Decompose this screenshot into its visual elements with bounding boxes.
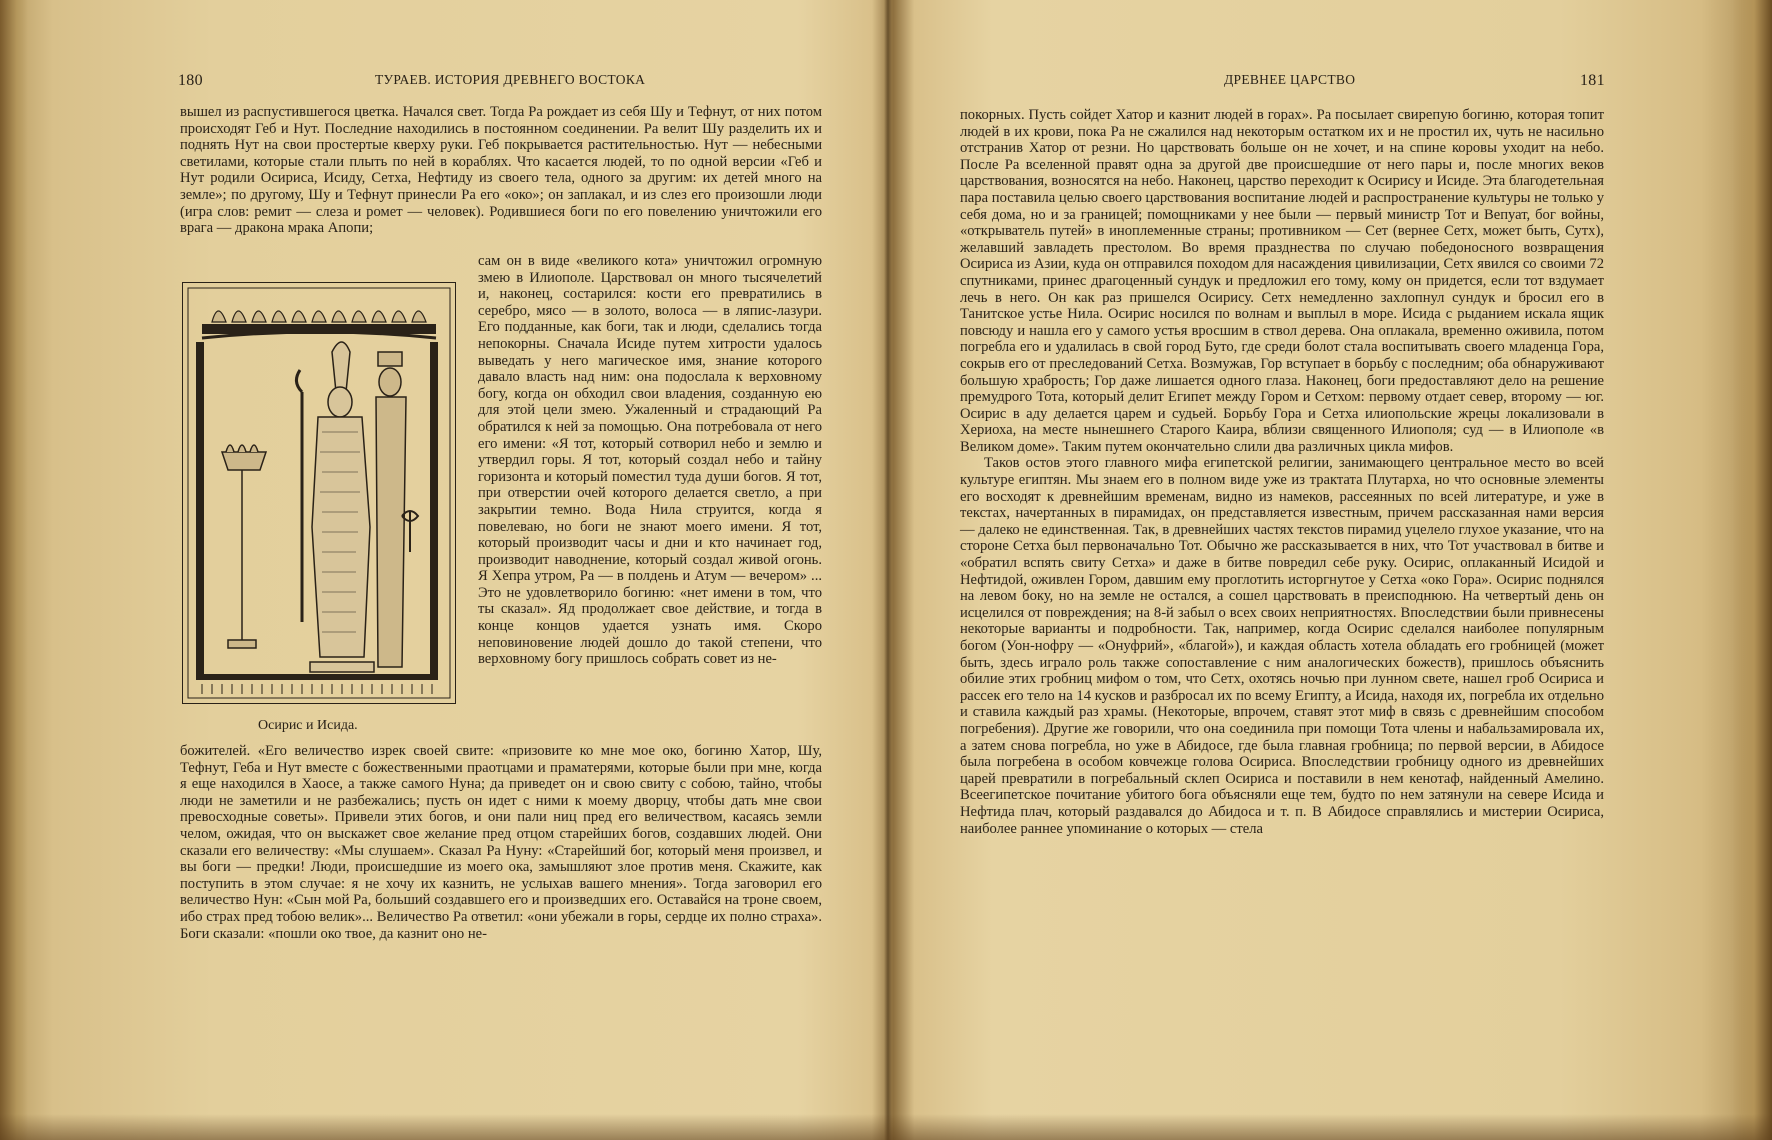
right-running-head: ДРЕВНЕЕ ЦАРСТВО	[1224, 72, 1356, 87]
left-page-edge	[0, 0, 28, 1140]
osiris-isis-engraving	[182, 282, 456, 704]
book-gutter	[884, 0, 892, 1140]
right-page-number: 181	[1580, 72, 1605, 89]
right-page-edge	[1732, 0, 1772, 1140]
right-paragraph-1: покорных. Пусть сойдет Хатор и казнит людей в горах». Ра посылает свирепую богиню, которая топит людей в их крови, пока Ра не сжалился над некоторым остатком их и не простил их, чуть не насильно отстранив Хатор от резни. Но царствовать больше он не хочет, и на спине коровы уходит на небо. После Ра вселенной правят одна за другой две происшедшие от него пары и, после многих веков царствования, возносятся на небо. Наконец, царство переходит к Осирису и Исиде. Эта благодетельная пара поставила целью своего царствования воспитание людей и распространение культуры не только у себя дома, но и за границей; помощниками у нее были — первый министр Тот и Вепуат, бог войны, «открыватель путей» в иноплеменные страны; противником — Сет (вернее Сетх, может быть, Сутх), желавший завладеть престолом. Во время празднества по случаю победоносного возвращения Осириса из Азии, куда он отправился походом для насаждения цивилизации, Сетх явился со своими 72 спутниками, принес драгоценный сундук и предложил его тому, кому он придется, если тот вздумает лечь в него. Он как раз пришелся Осирису. Сетх немедленно захлопнул сундук и бросил его в Танитское устье Нила. Осирис носился по волнам и выплыл в море. Исида с рыданием искала ящик повсюду и нашла его у самого устья вросшим в ствол дерева. Она оплакала, временно оживила, потом погребла его и удалилась в свой город Буто, где среди болот стала воспитывать своего младенца Гора, сокрыв его от преследований Сетха. Возмужав, Гор вступает в борьбу с последним; оба обнаруживают большую храбрость; Гор даже лишается одного глаза. Наконец, боги предоставляют дело на решение премудрого Тота, который делит Египет между Гором и Сетхом: первому отдает север, второму — юг. Осирис в аду делается царем и судьей. Борьбу Гора и Сетха илиопольские жрецы локализовали в Хериоха, на месте нынешнего Старого Каира, вблизи священного Илиополя; суд — в Илиополе «в Великом доме». Таким путем окончательно слили два различных цикла мифов.	[960, 107, 1604, 455]
bottom-shadow	[0, 1114, 1772, 1140]
osiris-isis-illustration	[182, 282, 456, 704]
left-running-head: ТУРАЕВ. ИСТОРИЯ ДРЕВНЕГО ВОСТОКА	[375, 72, 646, 87]
left-top-paragraph: вышел из распустившегося цветка. Начался свет. Тогда Ра рождает из себя Шу и Тефнут, от них потом происходят Геб и Нут. Последние находились в постоянном соединении. Ра велит Шу разделить их и поднять Нут на свои простертые кверху руки. Геб покрывается растительностью. Нут — небесными светилами, которые стали плыть по ней в кораблях. Что касается людей, то по одной версии «Геб и Нут родили Осириса, Исиду, Сетха, Нефтиду из своего тела, одного за другим: их детей много на земле»; по другому, Шу и Тефнут принесли Ра его «око»; он заплакал, и из слез его произошли люди (игра слов: ремит — слеза и ромет — человек). Родившиеся боги по его повелению уничтожили его врага — дракона мрака Апопи;	[180, 104, 822, 237]
right-page-text	[960, 107, 1604, 837]
left-side-paragraph: сам он в виде «великого кота» уничтожил огромную змею в Илиополе. Царствовал он много тысячелетий и, наконец, состарился: кости его превратились в серебро, мясо — в золото, волоса — в ляпис-лазури. Его подданные, как боги, так и люди, сделались тогда непокорны. Сначала Исиде путем хитрости удалось выведать у него магическое имя, знание которого давало власть над ним: она подослала к верховному богу, когда он обходил свои владения, созданную ею для этой цели змею. Ужаленный и страдающий Ра обратился к ней за помощью. Она потребовала от него его имени: «Я тот, который сотворил небо и землю и утвердил горы. Я тот, который создал небо и тайну горизонта и который поместил туда души богов. Я тот, при отверстии очей которого делается светло, а при закрытии темно. Вода Нила струится, когда я повелеваю, но боги не знают моего имени. Я тот, который производит часы и дни и кто начинает год, производит наводнение, который создал живой огонь. Я Хепра утром, Ра — в полдень и Атум — вечером» ... Это не удовлетворило богиню: «нет имени в том, что ты сказал». Яд продолжает свое действие, и тогда в конце концов удается узнать имя. Скоро неповиновение людей дошло до такой степени, что верховному богу пришлось собрать совет из не-	[478, 253, 822, 668]
right-paragraph-2: Таков остов этого главного мифа египетской религии, занимающего центральное место во всей культуре египтян. Мы знаем его в полном виде уже из трактата Плутарха, но что основные элементы его восходят к древнейшим временам, видно из намеков, рассеянных по всей литературе, и уже в текстах, начертанных в пирамидах, он представляется известным, причем рассказанная нами версия — далеко не единственная. Так, в древнейших частях текстов пирамид уцелело глухое указание, что на стороне Сетха был первоначально Тот. Обычно же рассказывается в них, что Тот участвовал в битве и «обратил вспять свиту Сетха» и даже в битве повредил себе руку. Осирис, оплаканный Исидой и Нефтидой, оживлен Гором, давшим ему проглотить исторгнутое у Сетха «око Гора». Осирис поднялся на левом боку, но на земле не остался, а сошел царствовать в преисподнюю. На четвертый день он исцелился от повреждения; на 8-й забыл о всех своих неприятностях. Впоследствии были привнесены некоторые варианты и подробности. Так, например, когда Осирис сделался наиболее популярным богом (Уон-нофру — «Онуфрий», «благой»), и каждая область хотела обладать его гробницей (может быть, здесь играло роль также сопоставление с ним аналогических божеств), пришлось объяснить обилие этих гробниц мифом о том, что Сетх, охотясь ночью при лунном свете, нашел гроб Осириса и рассек его тело на 14 кусков и разбросал их по всему Египту, а Исида, находя их, погребла их отдельно и ставила каждый раз храмы. (Некоторые, впрочем, ставят этот миф в связь с древнейшим способом погребения). Другие же говорили, что она соединила при помощи Тота члены и набальзамировала их, а затем снова погребла, но уже в Абидосе, где была главная гробница; по первой версии, в Абидосе была погребена в особом ковчежце голова Осириса. Впоследствии гробницу одного из древнейших царей превратили в погребальный склеп Осириса и поставили в нем кенотаф, найденный Амелино. Всеегипетское почитание убитого бога объясняли еще тем, будто по нем затянули на севере Исида и Нефтида плач, который раздавался до Абидоса и т. п. В Абидосе справлялись и мистерии Осириса, наиболее раннее упоминание о которых — стела	[960, 455, 1604, 837]
left-page-number: 180	[178, 72, 203, 89]
figure-caption: Осирис и Исида.	[258, 718, 358, 733]
left-bottom-paragraph: божителей. «Его величество изрек своей свите: «призовите ко мне мое око, богиню Хатор, Шу, Тефнут, Геба и Нут вместе с божественными праотцами и праматерями, которые были при мне, когда я еще находился в Хаосе, а также самого Нуна; да приведет он и свою свиту с собою, тайно, чтобы люди не заметили и не разбежались; пусть он идет с ними к моему дворцу, чтобы дать мне свои превосходные советы». Привели этих богов, и они пали ниц пред его величеством, касаясь земли челом, ожидая, что он выскажет свое желание пред отцом старейших богов, создавших людей. Они сказали его величеству: «Мы слушаем». Сказал Ра Нуну: «Старейший бог, который меня произвел, и вы боги — предки! Люди, происшедшие из моего ока, замышляют злое против меня. Скажите, как поступить в этом случае: я не хочу их казнить, не услыхав вашего мнения». Тогда заговорил его величество Нун: «Сын мой Ра, больший создавшего его и произведших его. Оставайся на троне своем, ибо страх пред тобою велик»... Величество Ра ответил: «они убежали в горы, сердце их полно страха». Боги сказали: «пошли око твое, да казнит оно не-	[180, 743, 822, 942]
